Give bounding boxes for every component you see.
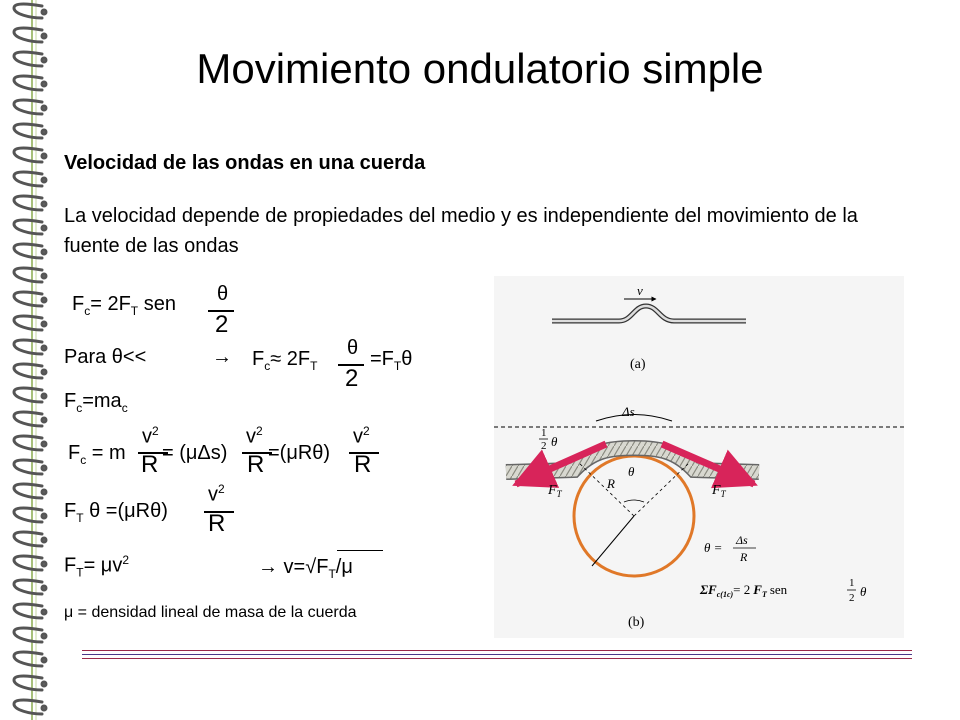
binding-hole [42,178,46,182]
fraction-numerator: $v^2$ [142,424,159,448]
term: /μ [335,556,353,578]
half-label-num: 1 [541,427,547,439]
equation-centripetal [68,442,126,467]
subscript: T [130,304,139,318]
tension-label-right: $F_T$ [712,483,726,499]
symbol-f: F [316,556,329,578]
binding-hole [42,418,46,422]
superscript: 2 [122,553,130,567]
binding-hole [42,466,46,470]
sum-forces-label: $\Sigma F_{c(1c)}= 2$ $F_T$ sen [700,582,788,599]
delta-s-label: Δs [622,404,635,419]
sin-function: sen [138,293,176,315]
equation-newton [64,390,128,415]
symbol-f: F [68,442,81,464]
binding-hole [42,274,46,278]
equation-tension-velocity [64,553,129,580]
subscript: T [393,359,402,373]
circle-element-diagram [494,404,904,630]
small-angle-condition [64,346,146,369]
binding-hole [42,682,46,686]
binding-hole [42,34,46,38]
binding-hole [42,202,46,206]
term: θ =(μRθ) [83,500,168,522]
term: = μv [83,554,123,577]
footer-divider [82,650,912,651]
arrow-icon: → [212,346,232,368]
radius-label: R [607,476,615,491]
equation-small-angle [252,348,317,373]
term: =F [370,348,394,370]
binding-hole [42,130,46,134]
tension-label-left: $F_T$ [548,483,562,499]
binding-hole [42,442,46,446]
symbol-f: F [64,500,77,522]
theta-label-center: θ [628,464,635,479]
term: v= [278,556,306,578]
fraction-numerator: $v^2$ [208,482,225,506]
footer-divider [82,654,912,655]
binding-hole [42,154,46,158]
fraction-numerator: θ [217,283,229,305]
binding-hole [42,370,46,374]
figure-panel [494,276,904,638]
fraction-numerator: $v^2$ [246,424,263,448]
binding-hole [42,10,46,14]
equation-tension-force [72,293,176,318]
binding-hole [42,58,46,62]
intro-paragraph: La velocidad depende de propiedades del medio y es independiente del movimiento de la fuente de las ondas [64,205,858,257]
footer-divider [82,658,912,659]
binding-hole [42,514,46,518]
binding-hole [42,250,46,254]
subscript: T [310,359,318,373]
binding-hole [42,658,46,662]
subscript: T [76,565,84,580]
arrow-icon: → [258,556,278,578]
sum-frac-num: 1 [849,577,855,589]
mu-definition-note: μ = densidad lineal de masa de la cuerda [64,604,357,621]
sum-theta: θ [860,584,867,599]
fraction-numerator: $v^2$ [353,424,370,448]
binding-hole [42,82,46,86]
sqrt-symbol: √ [305,556,317,578]
theta-def-num: Δs [736,533,748,547]
velocity-label: v [637,283,643,298]
spiral-binding [0,0,62,720]
fraction-denominator: R [247,451,265,478]
subscript: T [76,511,84,525]
symbol-f: F [64,390,77,412]
theta-def-lhs: θ = [704,540,723,555]
section-heading: Velocidad de las ondas en una cuerda [64,152,426,174]
slide-title: Movimiento ondulatorio simple [196,45,764,92]
subscript: T [328,567,336,581]
term: = (μΔs) [162,442,228,464]
term: =ma [82,390,122,412]
half-label-den: 2 [541,440,547,452]
subscript: c [76,401,83,415]
binding-hole [42,106,46,110]
theta-symbol: θ [401,348,413,370]
subscript: c [84,304,91,318]
binding-hole [42,562,46,566]
term: ≈ 2F [270,348,311,370]
label-a: (a) [630,357,646,372]
subscript: c [264,359,271,373]
theta-def-den: R [740,550,748,564]
symbol-f: F [64,554,77,577]
pulse-diagram [552,283,746,372]
term: =(μRθ) [268,442,331,464]
symbol-f: F [252,348,265,370]
binding-hole [42,298,46,302]
fraction-numerator: θ [347,337,359,359]
term: = 2F [90,293,131,315]
fraction-denominator: R [141,451,159,478]
binding-hole [42,322,46,326]
radical-bar [337,550,383,551]
fraction-denominator: 2 [215,311,229,338]
string-wave-figure [494,276,904,638]
binding-hole [42,610,46,614]
sum-frac-den: 2 [849,592,855,604]
binding-hole [42,226,46,230]
equation-result [370,348,412,373]
symbol-f: F [72,293,85,315]
subscript: c [121,401,128,415]
label-b: (b) [628,615,645,630]
fraction-denominator: 2 [345,365,359,392]
equation-wave-speed [258,556,353,581]
binding-hole [42,346,46,350]
subscript: c [80,453,87,467]
binding-hole [42,538,46,542]
fraction-denominator: R [208,510,226,537]
equation-tension-balance [64,500,168,525]
binding-hole [42,706,46,710]
binding-hole [42,394,46,398]
binding-hole [42,586,46,590]
theta-label-left: θ [551,434,558,449]
condition-text: Para θ<< [64,346,147,368]
binding-hole [42,634,46,638]
binding-hole [42,490,46,494]
fraction-denominator: R [354,451,372,478]
term: = m [86,442,126,464]
